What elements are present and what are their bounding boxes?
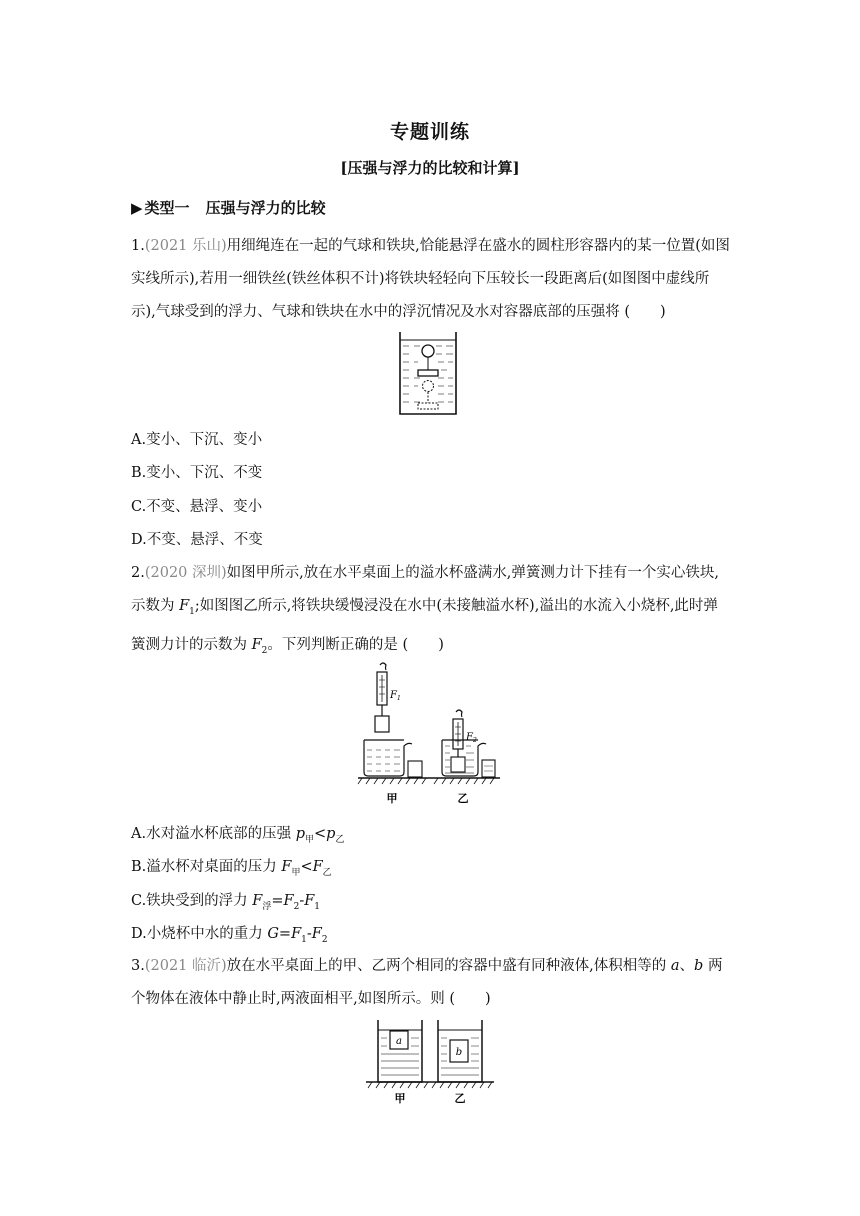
label-yi: 乙 — [454, 1092, 466, 1105]
answer-bracket-close: ) — [485, 991, 491, 1007]
q1-option-c: C.不变、悬浮、变小 — [131, 499, 263, 515]
label-jia: 甲 — [386, 792, 398, 805]
question-1 — [131, 230, 731, 329]
iron-block-yi — [451, 757, 465, 772]
water-jia — [367, 750, 400, 771]
iron-block-jia — [375, 716, 389, 732]
question-text-b: 两个物体在液体中静止时,两液面相平,如图所示。则 — [131, 958, 723, 1007]
var-f: F — [179, 598, 190, 614]
iron-block-dashed — [418, 403, 438, 409]
question-source: (2020 深圳) — [144, 565, 227, 581]
balloon-solid — [422, 345, 434, 357]
q2-option-c: C.铁块受到的浮力 $F_浮=F_2-F_1$ — [131, 893, 321, 912]
overflow-cup-jia — [364, 740, 412, 776]
hook-top-icon — [380, 663, 386, 670]
q2-option-d: D.小烧杯中水的重力 $G=F_1-F_2$ — [131, 926, 328, 945]
question-text-c: 。下列判断正确的是 — [267, 636, 398, 653]
section-name: 压强与浮力的比较 — [205, 199, 326, 217]
question-text: 用细绳连在一起的气球和铁块,恰能悬浮在盛水的圆柱形容器内的某一位置(如图实线所示),若用一细铁丝(铁丝体积不计)将铁块轻轻向下压较长一段距离后(如图图中虚线所示),气球受到的浮力、气球和铁块在水中的浮沉情况及水对容器底部的压强将 — [131, 238, 730, 320]
label-b: b — [455, 1047, 463, 1058]
var-sub: 2 — [261, 645, 268, 656]
var-f: F — [251, 636, 262, 653]
container-jia — [378, 1020, 422, 1082]
question-number: 2. — [131, 565, 145, 581]
label-f1: $F_1$ — [390, 690, 401, 702]
iron-block-solid — [418, 370, 438, 376]
answer-bracket-open: ( — [624, 304, 631, 320]
question-number: 1. — [131, 238, 145, 254]
answer-bracket-close: ) — [438, 636, 444, 653]
figure-spring-scale-overflow — [356, 660, 504, 808]
label-jia: 甲 — [394, 1092, 406, 1105]
table-hatching — [358, 778, 494, 784]
small-beaker-jia — [408, 761, 422, 777]
question-3: 3.(2021 临沂)放在水平桌面上的甲、乙两个相同的容器中盛有同种液体,体积相等的 a、b 两个物体在液体中静止时,两液面相平,如图所示。则 ( ) — [131, 958, 723, 1007]
var-a: a — [670, 958, 680, 974]
q2-option-a: A.水对溢水杯底部的压强 $p_甲<p_乙$ — [131, 826, 345, 845]
page-subtitle: [压强与浮力的比较和计算] — [340, 159, 520, 177]
answer-bracket-open: ( — [449, 991, 455, 1007]
figure-jia — [364, 663, 412, 776]
question-source: (2021 乐山) — [144, 238, 227, 254]
q2-option-b: B.溢水杯对桌面的压力 $F_甲<F_乙$ — [131, 859, 332, 878]
question-text-a: 放在水平桌面上的甲、乙两个相同的容器中盛有同种液体,体积相等的 — [226, 958, 671, 974]
triangle-marker-icon: ▶ — [131, 199, 143, 217]
var-sub: 1 — [189, 606, 195, 617]
figure-two-containers — [364, 1018, 496, 1106]
balloon-dashed — [423, 381, 434, 392]
page-title: 专题训练 — [389, 121, 470, 143]
small-beaker-yi — [482, 760, 495, 777]
q1-option-d: D.不变、悬浮、不变 — [131, 532, 263, 548]
figure-balloon-iron-block — [396, 330, 460, 416]
label-f2: $F_2$ — [466, 732, 477, 744]
section-label: 类型一 — [144, 199, 190, 217]
table-hatching — [368, 1082, 492, 1088]
hook-top-icon — [456, 710, 462, 717]
question-text-a: 如图甲所示,放在水平桌面上的溢水杯盛满水,弹簧测力计下挂有一个实心铁块,示数为 — [131, 565, 719, 614]
q1-option-b: B.变小、下沉、不变 — [131, 465, 263, 481]
answer-bracket-open: ( — [402, 636, 409, 653]
question-text-b: ;如图图乙所示,将铁块缓慢浸没在水中(未接触溢水杯),溢出的水流入小烧杯,此时弹簧测力计的示数为 — [131, 598, 718, 653]
question-number: 3. — [131, 958, 145, 974]
q1-option-a: A.变小、下沉、变小 — [131, 432, 263, 448]
question-source: (2021 临沂) — [144, 958, 227, 974]
section-heading — [131, 197, 326, 218]
label-a: a — [396, 1036, 402, 1047]
var-b: b — [694, 958, 704, 974]
answer-bracket-close: ) — [660, 304, 666, 320]
question-2 — [131, 557, 731, 668]
label-yi: 乙 — [457, 792, 469, 805]
